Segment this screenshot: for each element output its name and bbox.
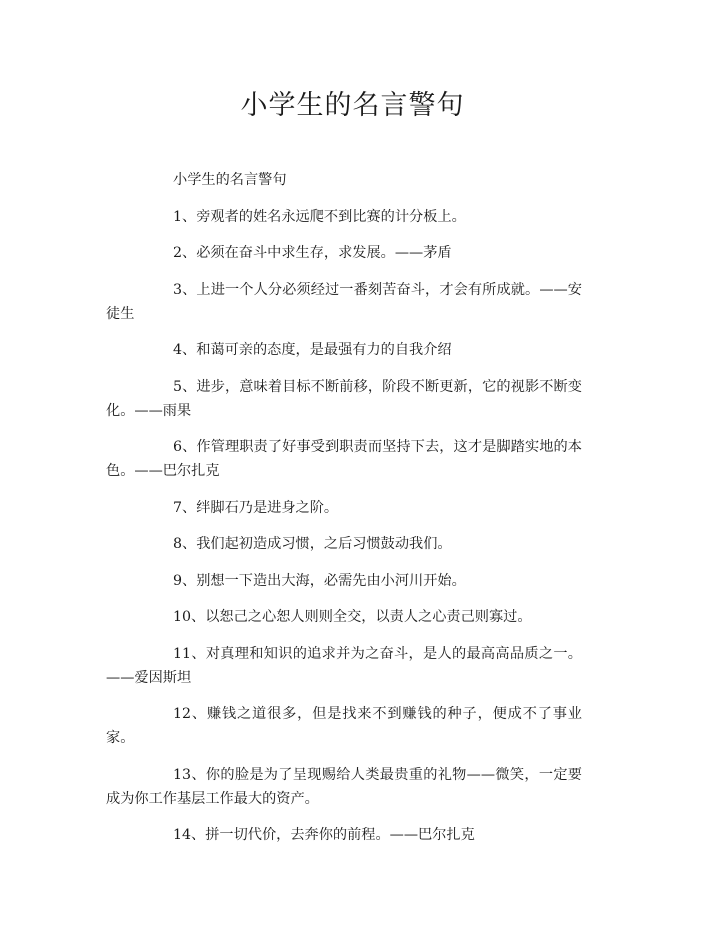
quote-14: 14、拼一切代价，去奔你的前程。——巴尔扎克	[173, 827, 475, 843]
quote-11: 11、对真理和知识的追求并为之奋斗，是人的最高高品质之一。——爱因斯坦	[106, 645, 582, 686]
section-heading: 小学生的名言警句	[173, 172, 287, 188]
quote-9: 9、别想一下造出大海，必需先由小河川开始。	[173, 572, 466, 589]
quote-8: 8、我们起初造成习惯，之后习惯鼓动我们。	[173, 536, 452, 552]
document-body	[106, 168, 582, 860]
quote-1: 1、旁观者的姓名永远爬不到比赛的计分板上。	[173, 208, 466, 225]
quote-3: 3、上进一个人分必须经过一番刻苦奋斗，才会有所成就。——安徒生	[106, 281, 582, 322]
quote-10: 10、以恕己之心恕人则则全交，以责人之心责己则寡过。	[173, 609, 532, 625]
quote-4: 4、和蔼可亲的态度，是最强有力的自我介绍	[173, 342, 452, 358]
quote-12: 12、赚钱之道很多，但是找来不到赚钱的种子，便成不了事业家。	[106, 706, 582, 746]
quote-7: 7、绊脚石乃是进身之阶。	[173, 499, 339, 516]
quote-5: 5、进步，意味着目标不断前移，阶段不断更新，它的视影不断变化。——雨果	[106, 378, 582, 419]
quote-2: 2、必须在奋斗中求生存，求发展。——茅盾	[173, 245, 452, 261]
quote-13: 13、你的脸是为了呈现赐给人类最贵重的礼物——微笑，一定要成为你工作基层工作最大的资产。	[106, 766, 582, 807]
quote-6: 6、作管理职责了好事受到职责而坚持下去，这才是脚踏实地的本色。——巴尔扎克	[106, 439, 582, 479]
document-title: 小学生的名言警句	[240, 90, 465, 121]
